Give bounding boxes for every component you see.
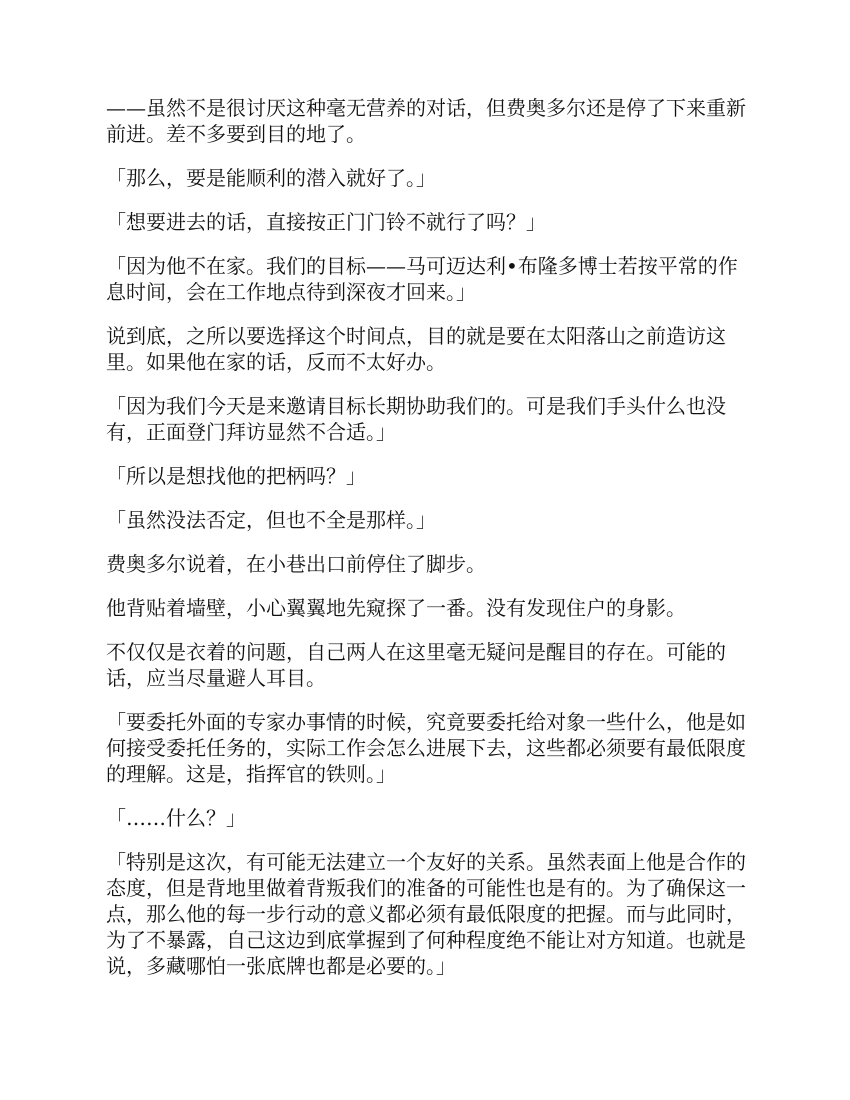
paragraph: ——虽然不是很讨厌这种毫无营养的对话，但费奥多尔还是停了下来重新前进。差不多要到目的地了。 (106, 96, 746, 146)
paragraph: 「虽然没法否定，但也不全是那样。」 (106, 508, 436, 532)
paragraph: 说到底，之所以要选择这个时间点，目的就是要在太阳落山之前造访这里。如果他在家的话，反而不太好办。 (106, 324, 726, 374)
paragraph: 「想要进去的话，直接按正门门铃不就行了吗？」 (106, 210, 546, 234)
paragraph: 「……什么？」 (106, 806, 246, 830)
paragraph: 「那么，要是能顺利的潜入就好了。」 (106, 166, 436, 190)
paragraph: 「所以是想找他的把柄吗？」 (106, 464, 366, 488)
paragraph: 不仅仅是衣着的问题，自己两人在这里毫无疑问是醒目的存在。可能的话，应当尽量避人耳目。 (106, 640, 726, 690)
document-page (106, 95, 746, 997)
paragraph: 「因为他不在家。我们的目标——马可迈达利•布隆多博士若按平常的作息时间，会在工作地点待到深夜才回来。」 (106, 254, 738, 304)
paragraph: 他背贴着墙壁，小心翼翼地先窥探了一番。没有发现住户的身影。 (106, 596, 686, 620)
paragraph: 「特别是这次，有可能无法建立一个友好的关系。虽然表面上他是合作的态度，但是背地里做着背叛我们的准备的可能性也是有的。为了确保这一点，那么他的每一步行动的意义都必须有最低限度的把握。而与此同时，为了不暴露，自己这边到底掌握到了何种程度绝不能让对方知道。也就是说，多藏哪怕一张底牌也都是必要的。」 (106, 850, 746, 978)
paragraph: 「因为我们今天是来邀请目标长期协助我们的。可是我们手头什么也没有，正面登门拜访显然不合适。」 (106, 394, 726, 444)
paragraph: 「要委托外面的专家办事情的时候，究竟要委托给对象一些什么，他是如何接受委托任务的，实际工作会怎么进展下去，这些都必须要有最低限度的理解。这是，指挥官的铁则。」 (106, 710, 746, 786)
paragraph: 费奥多尔说着，在小巷出口前停住了脚步。 (106, 552, 486, 576)
